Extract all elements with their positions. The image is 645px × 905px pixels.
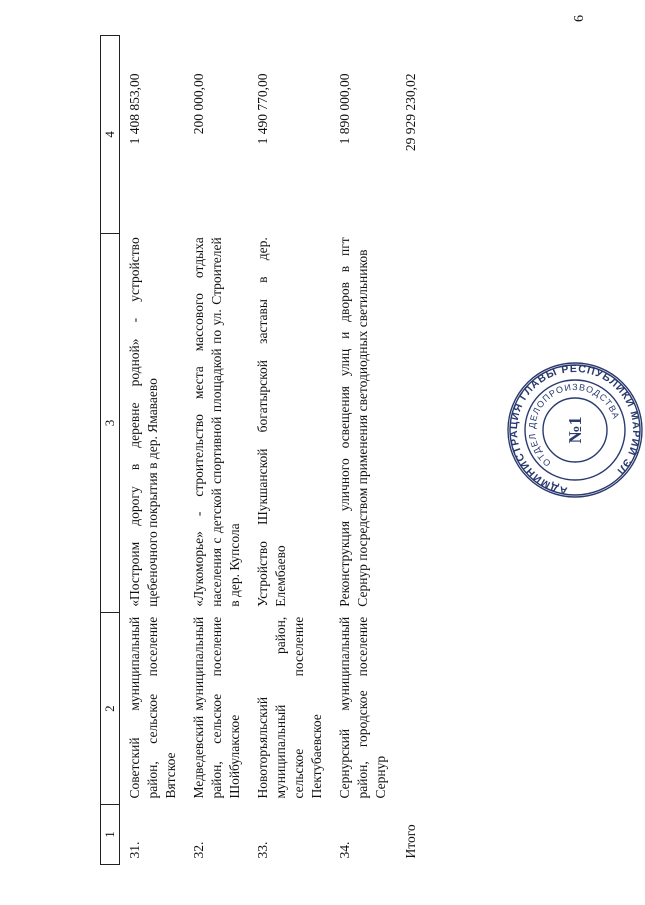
column-header-1: 1 [101, 805, 120, 865]
table-row [248, 36, 330, 865]
amount-cell: 200 000,00 [191, 73, 206, 135]
municipality-cell: Сернурский муниципальный район, городское поселение Сернур [337, 616, 388, 799]
project-cell: Реконструкция уличного освещения улиц и дворов в пгт Сернур посредством применения светодиодных светильников [337, 237, 370, 607]
total-row [394, 36, 424, 865]
row-number: 31. [127, 841, 142, 859]
project-cell: «Построим дорогу в деревне родной» - устройство щебеночного покрытия в дер. Ямаваево [127, 237, 160, 607]
amount-cell: 1 408 853,00 [127, 73, 142, 145]
rotated-content [100, 15, 643, 865]
row-number: 34. [337, 841, 352, 859]
svg-text:ОТДЕЛ ДЕЛОПРОИЗВОДСТВА: ОТДЕЛ ДЕЛОПРОИЗВОДСТВА [526, 381, 622, 469]
municipality-cell: Медведевский муниципальный район, сельское поселение Шойбулакское [191, 616, 242, 799]
total-label: Итого [403, 824, 418, 859]
empty-cell [394, 233, 424, 612]
empty-cell [394, 613, 424, 805]
project-cell: «Лукоморье» - строительство места массового отдыха населения с детской спортивной площадкой по ул. Строителей в дер. Купсола [191, 237, 242, 607]
svg-text:№1: №1 [565, 416, 585, 444]
project-cell: Устройство Шукшанской богатырской заставы в дер. Елембаево [255, 237, 288, 607]
svg-text:АДМИНИСТРАЦИЯ ГЛАВЫ РЕСПУБЛИКИ: АДМИНИСТРАЦИЯ ГЛАВЫ РЕСПУБЛИКИ МАРИЙ ЭЛ [507, 362, 643, 497]
table-row [184, 36, 248, 865]
official-seal-stamp [505, 360, 645, 500]
projects-table [100, 35, 424, 865]
total-amount: 29 929 230,02 [403, 73, 418, 152]
column-header-4: 4 [101, 36, 120, 234]
municipality-cell: Советский муниципальный район, сельское поселение Вятское [127, 616, 178, 799]
column-header-3: 3 [101, 233, 120, 612]
column-header-2: 2 [101, 613, 120, 805]
municipality-cell: Новоторъяльский муниципальный район, сельское поселение Пектубаевское [255, 616, 324, 799]
row-number: 33. [255, 841, 270, 859]
page-number: 6 [572, 15, 587, 22]
table-row [330, 36, 394, 865]
amount-cell: 1 490 770,00 [255, 73, 270, 145]
table-row [120, 36, 185, 865]
header-row [101, 36, 120, 865]
amount-cell: 1 890 000,00 [337, 73, 352, 145]
row-number: 32. [191, 841, 206, 859]
